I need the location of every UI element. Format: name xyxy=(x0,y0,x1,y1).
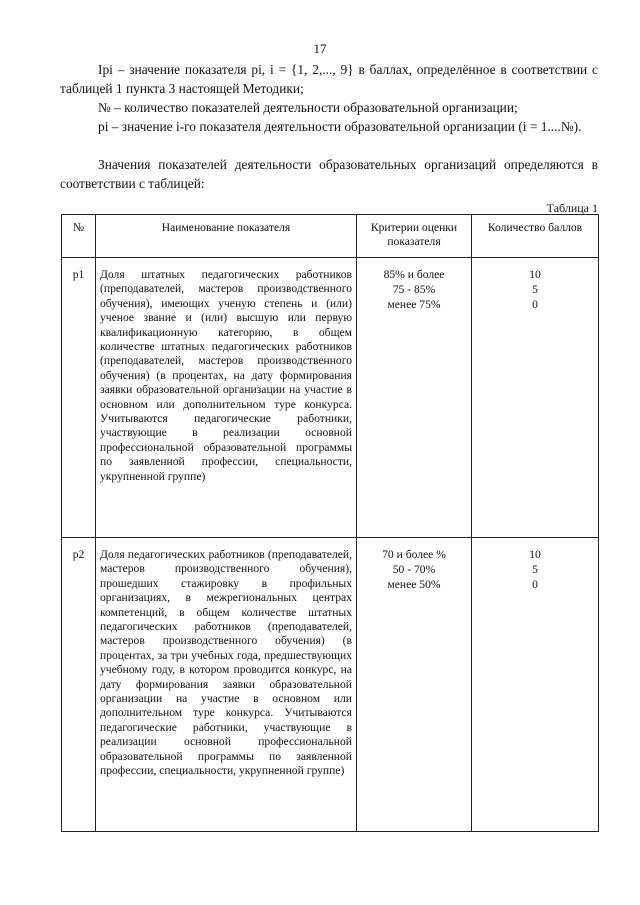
criteria-cell xyxy=(357,538,472,832)
score: 10 xyxy=(529,268,541,281)
page-number: 17 xyxy=(313,41,327,56)
table-row xyxy=(62,538,599,832)
paragraph-ipi: Ipi – значение показателя pi, i = {1, 2,..., 9} в баллах, определённое в соответствии с таблицей 1 пункта 3 настоящей Методики; xyxy=(60,62,598,96)
row-number: p2 xyxy=(62,538,96,832)
scores-cell xyxy=(472,538,599,832)
criteria-cell xyxy=(357,258,472,538)
paragraph-values: Значения показателей деятельности образовательных организаций определяются в соответствии с таблицей: xyxy=(60,157,598,191)
criterion: 70 и более % xyxy=(382,548,446,561)
criterion: менее 50% xyxy=(387,578,441,591)
header-number: № xyxy=(62,215,96,258)
criterion: 50 - 70% xyxy=(392,563,436,576)
indicator-name: Доля педагогических работников (преподавателей, мастеров производственного обучения), прошедших стажировку в профильных организациях, в межрегиональных центрах компетенций, в общем количестве штатных педагогических работников (преподавателей, мастеров производственного обучения) (в процентах, за три учебных года, предшествующих учебному году, в котором проводится конкурс, на дату формирования заявки образовательной организации на участие в основном или дополнительном туре конкурса. Учитываются педагогические работники, участвующие в реализации основной профессиональной образовательной программы по заявленной профессии, специальности, укрупненной группе) xyxy=(96,538,357,832)
header-scores: Количество баллов xyxy=(472,215,599,258)
indicator-name: Доля штатных педагогических работников (преподавателей, мастеров производственного обучения), имеющих ученую степень и (или) ученое звание и (или) высшую или первую квалификационную категорию, в общем количестве штатных педагогических работников (преподавателей, мастеров производственного обучения) (в процентах, на дату формирования заявки образовательной организации на участие в основном или дополнительном туре конкурса. Учитываются педагогические работники, участвующие в реализации основной профессиональной образовательной программы по заявленной профессии, специальности, укрупненной группе) xyxy=(96,258,357,538)
table-row xyxy=(62,258,599,538)
row-number: p1 xyxy=(62,258,96,538)
score: 5 xyxy=(532,563,538,576)
score: 0 xyxy=(532,578,538,591)
header-criteria: Критерии оценки показателя xyxy=(357,215,472,258)
score: 5 xyxy=(532,283,538,296)
criterion: менее 75% xyxy=(387,298,441,311)
criterion: 75 - 85% xyxy=(392,283,436,296)
table-caption: Таблица 1 xyxy=(546,201,598,215)
score: 10 xyxy=(529,548,541,561)
table-header-row xyxy=(62,215,599,258)
header-name: Наименование показателя xyxy=(96,215,357,258)
paragraph-pi: pi – значение i-го показателя деятельности образовательной организации (i = 1....№). xyxy=(98,119,582,134)
paragraph-count: № – количество показателей деятельности образовательной организации; xyxy=(98,100,518,115)
scores-cell xyxy=(472,258,599,538)
indicators-table xyxy=(61,214,599,832)
score: 0 xyxy=(532,298,538,311)
criterion: 85% и более xyxy=(383,268,445,281)
